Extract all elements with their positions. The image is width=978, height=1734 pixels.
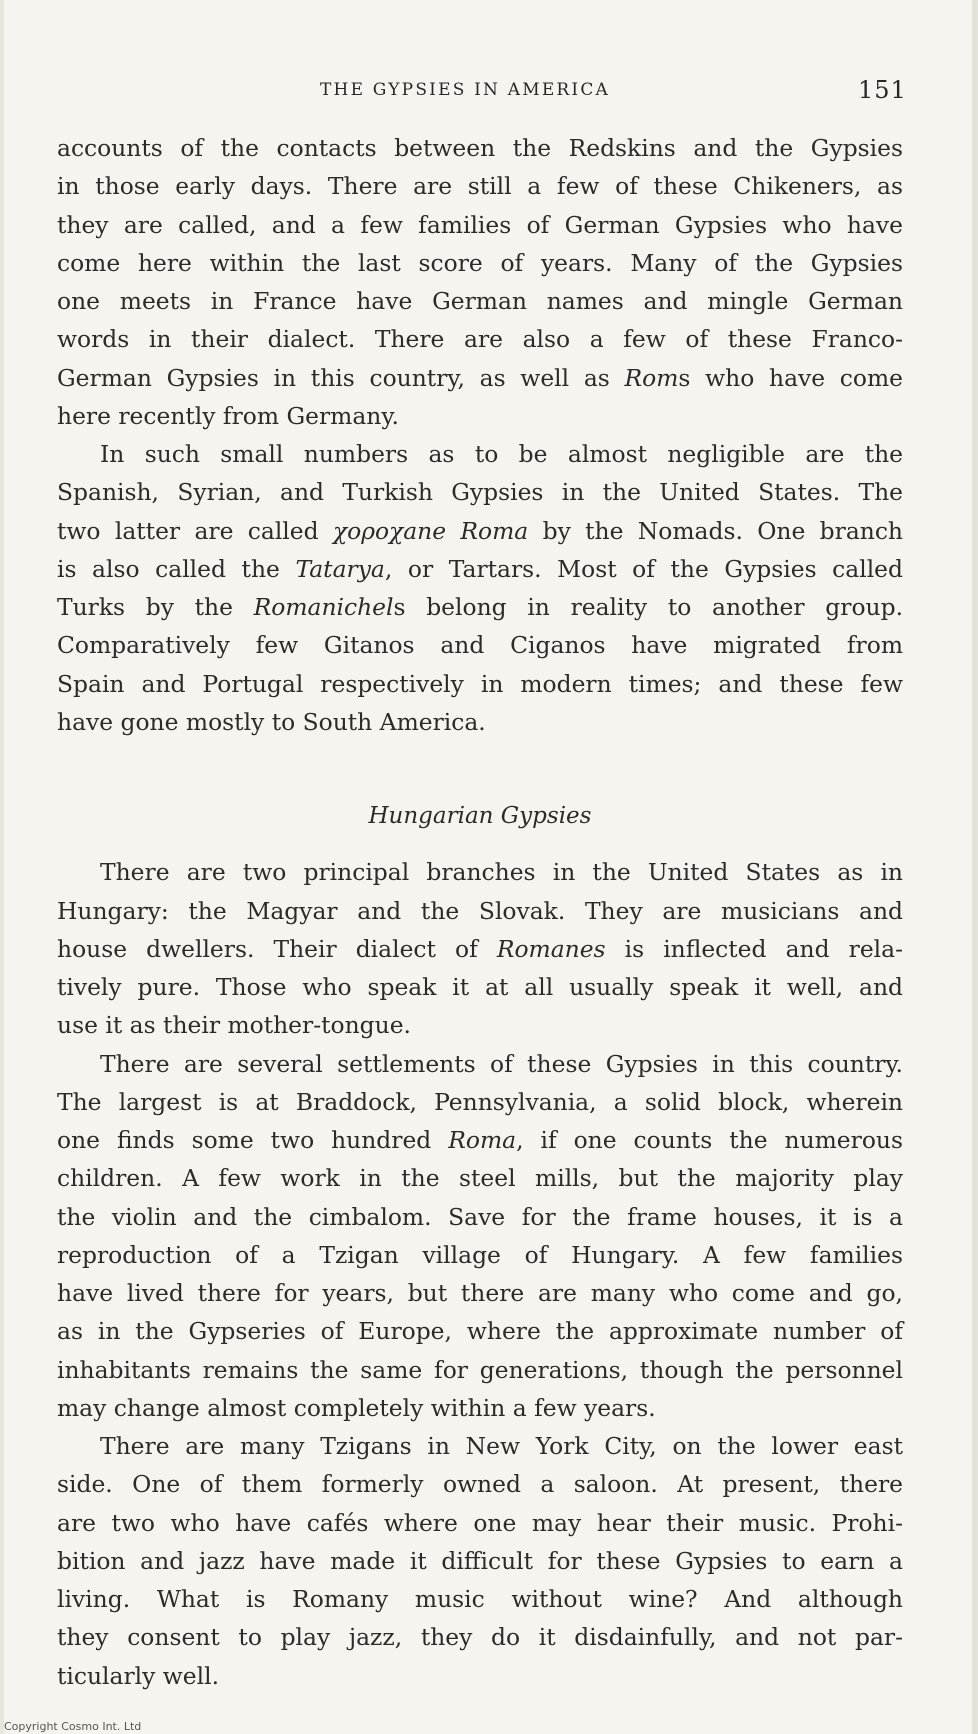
text-line	[57, 853, 903, 891]
text-line	[57, 1465, 903, 1503]
text-run: come here within the last score of years. Many of the Gypsies	[57, 248, 903, 277]
text-run: the violin and the cimbalom. Save for the frame houses, it is a	[57, 1202, 903, 1231]
body-text	[57, 129, 903, 1695]
text-run: accounts of the contacts between the Redskins and the Gypsies	[57, 134, 903, 162]
text-run: children. A few work in the steel mills, but the majority play	[57, 1164, 903, 1193]
text-run: , if one counts the numerous	[516, 1126, 903, 1154]
text-run: are two who have cafés where one may hear their music. Prohi-	[57, 1508, 903, 1537]
text-line	[57, 1198, 903, 1236]
italic-term: Roma	[448, 1126, 517, 1154]
text-line	[57, 1083, 903, 1121]
text-line	[57, 968, 903, 1006]
text-run: living. What is Romany music without wine? And although	[57, 1585, 903, 1613]
text-run: house dwellers. Their dialect of	[57, 934, 497, 963]
italic-term: Tatarya	[295, 554, 385, 583]
text-line	[57, 1045, 903, 1083]
text-run: Spanish, Syrian, and Turkish Gypsies in the United States. The	[57, 478, 903, 507]
text-line	[57, 665, 903, 703]
text-run: as in the Gypseries of Europe, where the approximate number of	[57, 1317, 903, 1346]
text-line	[57, 892, 903, 930]
paragraph	[57, 435, 903, 741]
text-line	[57, 359, 903, 397]
text-line	[57, 1312, 903, 1350]
text-run: have gone mostly to South America.	[57, 707, 486, 736]
running-title: THE GYPSIES IN AMERICA	[320, 80, 611, 100]
text-line	[57, 930, 903, 968]
text-line	[57, 626, 903, 664]
text-line	[57, 282, 903, 320]
paragraph	[57, 129, 903, 435]
text-run: one meets in France have German names and mingle German	[57, 287, 903, 315]
text-line	[57, 397, 903, 435]
text-line	[57, 1159, 903, 1197]
text-line	[57, 1618, 903, 1656]
text-line	[57, 320, 903, 358]
text-run: here recently from Germany.	[57, 401, 399, 430]
italic-term: χοροχane Roma	[332, 516, 529, 545]
text-run: German Gypsies in this country, as well as	[57, 363, 625, 392]
text-run: have lived there for years, but there are many who come and go,	[57, 1279, 903, 1307]
text-line	[57, 473, 903, 511]
paragraph	[57, 853, 903, 1044]
text-line	[57, 588, 903, 626]
text-run: s who have come	[678, 363, 903, 392]
text-run: Comparatively few Gitanos and Ciganos have migrated from	[57, 631, 903, 660]
text-run: There are many Tzigans in New York City, on the lower east	[100, 1432, 903, 1460]
copyright-notice: Copyright Cosmo Int. Ltd	[4, 1720, 142, 1733]
text-run: s belong in reality to another group.	[393, 593, 903, 621]
text-line	[57, 1657, 903, 1695]
text-run: two latter are called	[57, 516, 333, 545]
text-run: use it as their mother-tongue.	[57, 1011, 411, 1040]
text-line	[57, 703, 903, 741]
italic-term: Rom	[624, 363, 679, 392]
text-line	[57, 512, 903, 550]
text-run: ticularly well.	[57, 1661, 220, 1690]
text-run: There are several settlements of these Gypsies in this country.	[100, 1049, 903, 1078]
text-line	[57, 206, 903, 244]
text-run: In such small numbers as to be almost negligible are the	[100, 440, 903, 468]
text-line	[57, 1427, 903, 1465]
text-run: words in their dialect. There are also a few of these Franco-	[57, 325, 903, 354]
text-line	[57, 1274, 903, 1312]
text-line	[57, 244, 903, 282]
text-run: , or Tartars. Most of the Gypsies called	[384, 554, 903, 583]
text-line	[57, 1121, 903, 1159]
text-run: side. One of them formerly owned a saloon. At present, there	[57, 1470, 903, 1499]
text-run: they consent to play jazz, they do it disdainfully, and not par-	[57, 1623, 903, 1652]
text-run: in those early days. There are still a few of these Chikeners, as	[57, 172, 903, 201]
section-heading: Hungarian Gypsies	[368, 803, 592, 829]
text-line	[57, 1389, 903, 1427]
text-run: Turks by the	[57, 593, 254, 621]
text-run: by the Nomads. One branch	[528, 516, 903, 545]
italic-term: Romanes	[496, 934, 606, 963]
text-line	[57, 550, 903, 588]
text-line	[57, 129, 903, 167]
page-number: 151	[858, 76, 907, 104]
text-line	[57, 1236, 903, 1274]
text-run: reproduction of a Tzigan village of Hungary. A few families	[57, 1240, 903, 1269]
text-line	[57, 435, 903, 473]
text-run: is also called the	[57, 554, 296, 583]
text-line	[57, 1580, 903, 1618]
text-line	[57, 1351, 903, 1389]
text-line	[57, 1504, 903, 1542]
text-line	[57, 1006, 903, 1044]
text-run: tively pure. Those who speak it at all usually speak it well, and	[57, 973, 903, 1001]
text-run: Hungary: the Magyar and the Slovak. They are musicians and	[57, 896, 903, 925]
paragraph	[57, 1045, 903, 1428]
text-run: they are called, and a few families of German Gypsies who have	[57, 210, 903, 239]
text-run: The largest is at Braddock, Pennsylvania, a solid block, wherein	[57, 1087, 903, 1116]
text-run: There are two principal branches in the United States as in	[100, 858, 903, 887]
text-run: may change almost completely within a few years.	[57, 1393, 656, 1422]
text-run: one finds some two hundred	[57, 1126, 449, 1154]
text-run: bition and jazz have made it difficult for these Gypsies to earn a	[57, 1546, 903, 1575]
paragraph	[57, 1427, 903, 1695]
text-run: is inflected and rela-	[605, 934, 903, 963]
text-line	[57, 1542, 903, 1580]
italic-term: Romanichel	[253, 593, 394, 621]
text-run: Spain and Portugal respectively in modern times; and these few	[57, 669, 903, 698]
text-run: inhabitants remains the same for generations, though the personnel	[57, 1355, 903, 1384]
text-line	[57, 167, 903, 205]
